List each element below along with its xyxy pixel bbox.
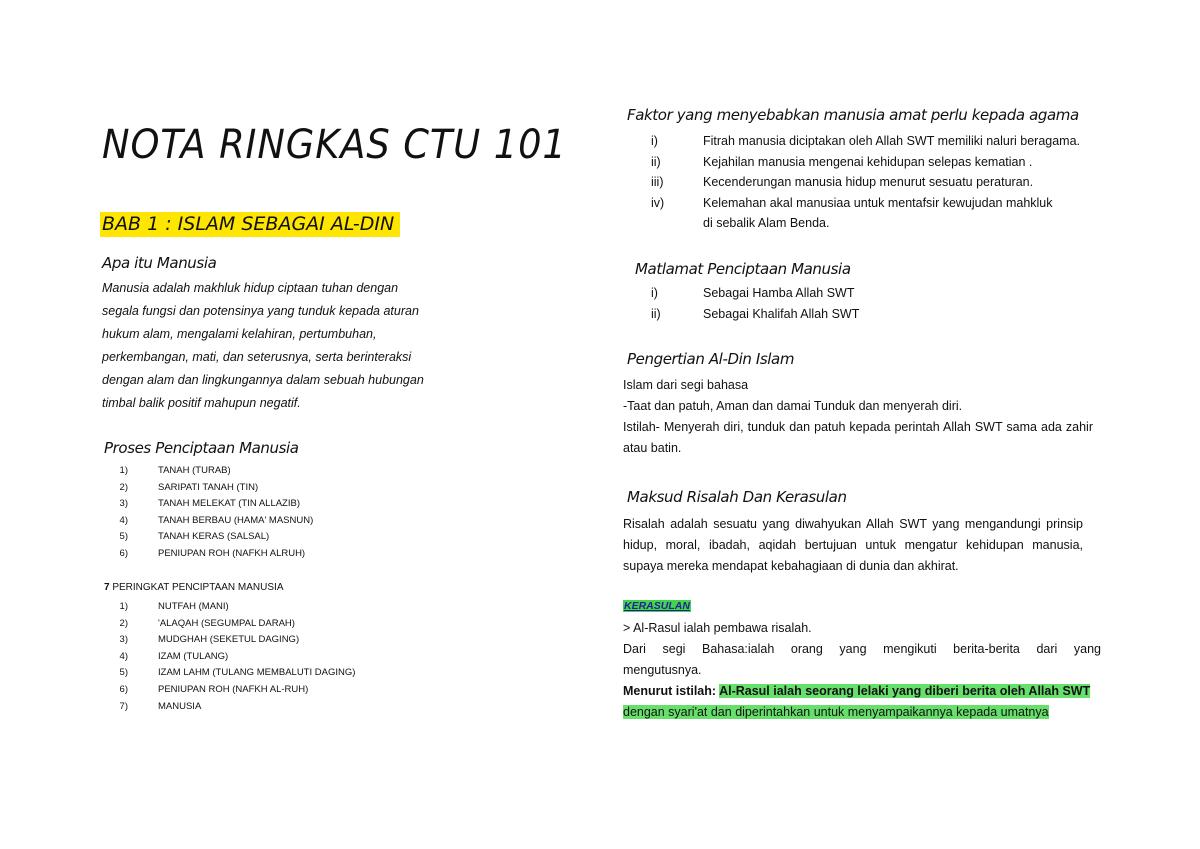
manusia-line: timbal balik positif mahupun negatif.	[102, 396, 301, 410]
pengertian-text	[623, 375, 1101, 459]
matlamat-list	[623, 283, 1103, 324]
kerasulan-line: Dari segi Bahasa:ialah orang yang mengikuti berita-berita dari yang	[623, 642, 1101, 656]
kerasulan-text	[623, 618, 1101, 723]
kerasulan-line: mengutusnya.	[623, 663, 702, 677]
list-item: 1) NUTFAH (MANI)	[119, 601, 229, 612]
list-item: 3) TANAH MELEKAT (TIN ALLAZIB)	[119, 498, 301, 510]
faktor-list	[623, 131, 1103, 234]
list-item: iii) Kecenderungan manusia hidup menurut sesuatu peraturan.	[651, 175, 1034, 189]
list-item: 2) SARIPATI TANAH (TIN)	[119, 481, 259, 493]
document-title: NOTA RINGKAS CTU 101	[102, 122, 567, 168]
pengertian-heading: Pengertian Al-Din Islam	[627, 350, 795, 368]
faktor-heading: Faktor yang menyebabkan manusia amat perlu kepada agama	[627, 106, 1079, 124]
manusia-line: Manusia adalah makhluk hidup ciptaan tuhan dengan	[102, 281, 399, 295]
proses-list	[106, 463, 466, 563]
list-item: i) Sebagai Hamba Allah SWT	[651, 286, 855, 300]
proses-heading: Proses Penciptaan Manusia	[104, 439, 299, 457]
pengertian-line: Islam dari segi bahasa	[623, 378, 749, 392]
list-item: i) Fitrah manusia diciptakan oleh Allah SWT memiliki naluri beragama.	[651, 134, 1081, 148]
manusia-heading: Apa itu Manusia	[102, 254, 217, 272]
right-page	[623, 0, 1103, 849]
list-item: 5) TANAH KERAS (SALSAL)	[119, 531, 270, 543]
manusia-line: perkembangan, mati, dan seterusnya, serta berinteraksi	[102, 350, 412, 364]
peringkat-list	[106, 599, 466, 715]
manusia-line: hukum alam, mengalami kelahiran, pertumbuhan,	[102, 327, 377, 341]
list-item: 4) IZAM (TULANG)	[119, 650, 229, 662]
list-item: 2) 'ALAQAH (SEGUMPAL DARAH)	[119, 617, 295, 629]
maksud-heading: Maksud Risalah Dan Kerasulan	[627, 488, 847, 506]
kerasulan-istilah: Menurut istilah: Al-Rasul ialah seorang lelaki yang diberi berita oleh Allah SWT	[623, 684, 1091, 698]
list-item: 7) MANUSIA	[119, 700, 202, 712]
list-item: iv) Kelemahan akal manusiaa untuk mentafsir kewujudan mahkluk di sebalik Alam Benda.	[651, 195, 1053, 230]
list-item: ii) Sebagai Khalifah Allah SWT	[651, 306, 860, 321]
left-page	[100, 0, 570, 849]
pengertian-line: Istilah- Menyerah diri, tunduk dan patuh kepada perintah Allah SWT sama ada zahir atau batin.	[623, 420, 1093, 455]
matlamat-heading: Matlamat Penciptaan Manusia	[635, 260, 851, 278]
peringkat-caption: 7 PERINGKAT PENCIPTAAN MANUSIA	[104, 582, 284, 593]
maksud-text: Risalah adalah sesuatu yang diwahyukan Allah SWT yang mengandungi prinsip hidup, moral, ibadah, aqidah bertujuan untuk mengatur kehidupan manusia, supaya mereka mendapat kebahagiaan di dunia dan akhirat.	[623, 517, 1083, 573]
kerasulan-label: KERASULAN	[624, 600, 690, 612]
list-item: ii) Kejahilan manusia mengenai kehidupan selepas kematian .	[651, 154, 1033, 169]
list-item: 6) PENIUPAN ROH (NAFKH ALRUH)	[119, 547, 306, 559]
list-item: 3) MUDGHAH (SEKETUL DAGING)	[119, 634, 300, 646]
list-item: 4) TANAH BERBAU (HAMA' MASNUN)	[119, 514, 314, 526]
list-item: 1) TANAH (TURAB)	[119, 465, 231, 476]
manusia-line: dengan alam dan lingkungannya dalam sebuah hubungan	[102, 373, 424, 387]
list-item: 6) PENIUPAN ROH (NAFKH AL-RUH)	[119, 683, 309, 695]
list-item: 5) IZAM LAHM (TULANG MEMBALUTI DAGING)	[119, 667, 356, 679]
kerasulan-istilah-cont: dengan syari'at dan diperintahkan untuk menyampaikannya kepada umatnya	[623, 705, 1049, 719]
kerasulan-line: > Al-Rasul ialah pembawa risalah.	[623, 621, 812, 635]
pengertian-line: -Taat dan patuh, Aman dan damai Tunduk dan menyerah diri.	[623, 399, 963, 413]
manusia-line: segala fungsi dan potensinya yang tunduk kepada aturan	[102, 304, 419, 318]
manusia-definition	[102, 277, 462, 415]
chapter-heading: BAB 1 : ISLAM SEBAGAI AL-DIN	[100, 212, 400, 237]
